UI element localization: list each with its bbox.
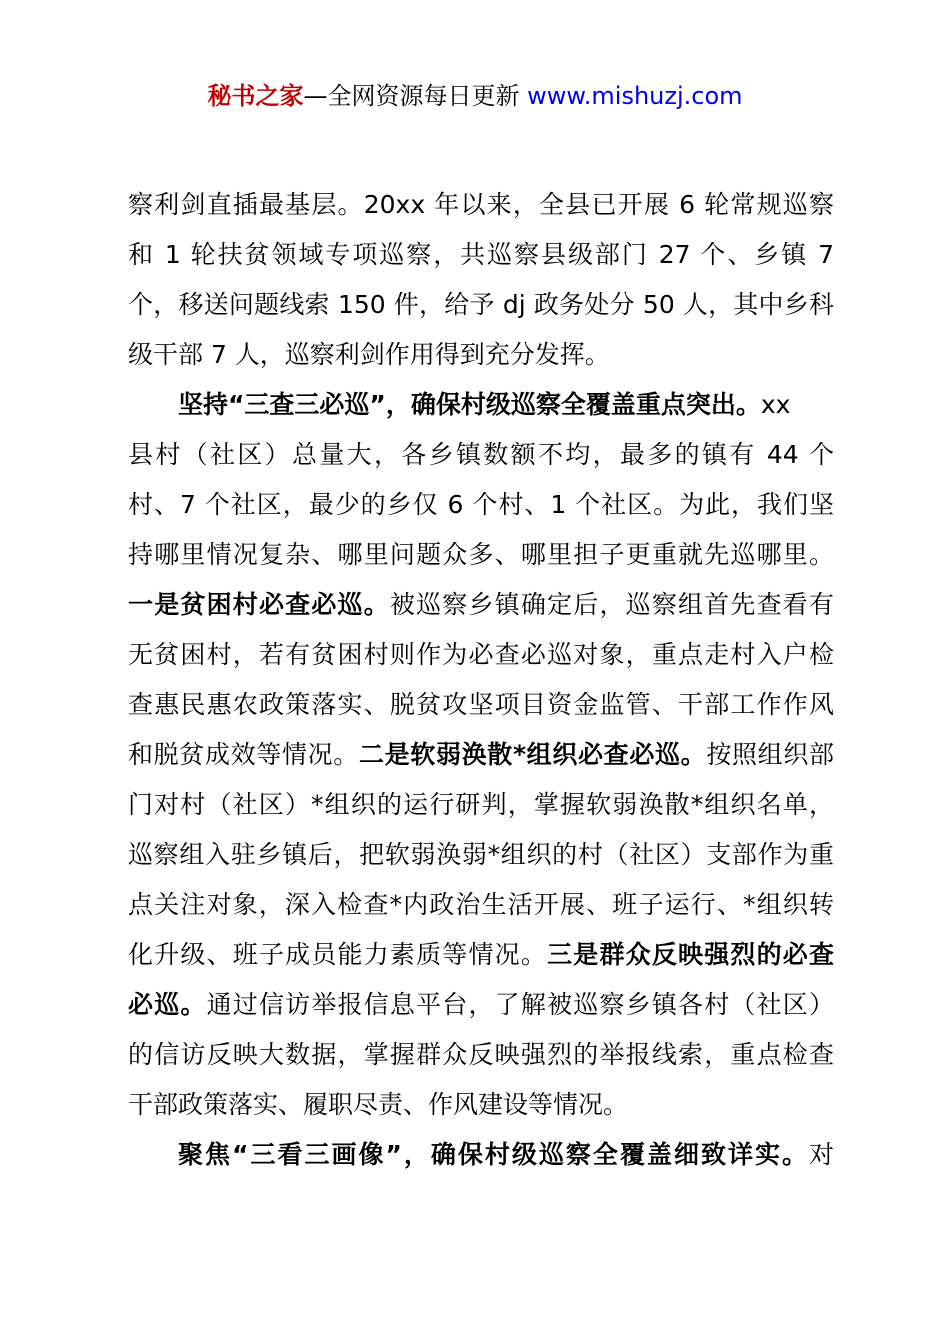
text-run: 化升级、班子成员能力素质等情况。 <box>128 940 548 969</box>
text-line <box>128 1080 834 1130</box>
bold-heading: 一是贫困村必查必巡。 <box>128 590 390 619</box>
bold-heading: 坚持“三查三必巡”，确保村级巡察全覆盖重点突出。 <box>178 390 761 419</box>
text-run: 级干部 7 人，巡察利剑作用得到充分发挥。 <box>128 340 610 369</box>
text-run: 巡察组入驻乡镇后，把软弱涣弱*组织的村（社区）支部作为重 <box>128 840 834 869</box>
text-line <box>128 580 834 630</box>
text-run: 持哪里情况复杂、哪里问题众多、哪里担子更重就先巡哪里。 <box>128 540 834 569</box>
text-line <box>128 930 834 980</box>
bold-heading: 必巡。 <box>128 990 207 1019</box>
paragraph-heading-line <box>128 1130 834 1180</box>
site-brand: 秘书之家 <box>207 82 304 110</box>
text-line <box>128 680 834 730</box>
text-line <box>128 480 834 530</box>
bold-heading: 聚焦“三看三画像”，确保村级巡察全覆盖细致详实。 <box>178 1140 809 1169</box>
text-run: xx <box>760 390 791 419</box>
text-run: 按照组织部 <box>706 740 834 769</box>
text-line <box>128 780 834 830</box>
text-line <box>128 280 834 330</box>
text-run: 无贫困村，若有贫困村则作为必查必巡对象，重点走村入户检 <box>128 640 834 669</box>
text-line <box>128 230 834 280</box>
site-url-link[interactable]: www.mishuzj.com <box>527 82 743 110</box>
text-line <box>128 730 834 780</box>
text-run: 个，移送问题线索 150 件，给予 dj 政务处分 50 人，其中乡科 <box>128 290 834 319</box>
text-line <box>128 180 834 230</box>
text-line <box>128 1030 834 1080</box>
text-run: 察利剑直插最基层。20xx 年以来，全县已开展 6 轮常规巡察 <box>128 190 834 219</box>
text-line <box>128 880 834 930</box>
text-line <box>128 330 834 380</box>
site-banner <box>0 78 950 114</box>
document-body <box>128 180 834 1180</box>
text-run: 的信访反映大数据，掌握群众反映强烈的举报线索，重点检查 <box>128 1040 834 1069</box>
text-run: 查惠民惠农政策落实、脱贫攻坚项目资金监管、干部工作作风 <box>128 690 834 719</box>
bold-heading: 二是软弱涣散*组织必查必巡。 <box>358 740 707 769</box>
text-line <box>128 430 834 480</box>
text-run: 通过信访举报信息平台，了解被巡察乡镇各村（社区） <box>206 990 834 1019</box>
text-run: 对 <box>808 1140 834 1169</box>
paragraph-heading-line <box>128 380 834 430</box>
text-line <box>128 830 834 880</box>
text-run: 县村（社区）总量大，各乡镇数额不均，最多的镇有 44 个 <box>128 440 834 469</box>
text-run: 和 1 轮扶贫领域专项巡察，共巡察县级部门 27 个、乡镇 7 <box>128 240 834 269</box>
text-run: 干部政策落实、履职尽责、作风建设等情况。 <box>128 1090 629 1119</box>
text-run: 村、7 个社区，最少的乡仅 6 个村、1 个社区。为此，我们坚 <box>128 490 834 519</box>
text-run: 和脱贫成效等情况。 <box>128 740 359 769</box>
text-run: 门对村（社区）*组织的运行研判，掌握软弱涣散*组织名单， <box>128 790 834 819</box>
text-line <box>128 980 834 1030</box>
bold-heading: 三是群众反映强烈的必查 <box>547 940 834 969</box>
text-line <box>128 530 834 580</box>
text-run: 被巡察乡镇确定后，巡察组首先查看有 <box>389 590 834 619</box>
text-line <box>128 630 834 680</box>
text-run: 点关注对象，深入检查*内政治生活开展、班子运行、*组织转 <box>128 890 834 919</box>
site-slogan: —全网资源每日更新 <box>303 82 528 110</box>
